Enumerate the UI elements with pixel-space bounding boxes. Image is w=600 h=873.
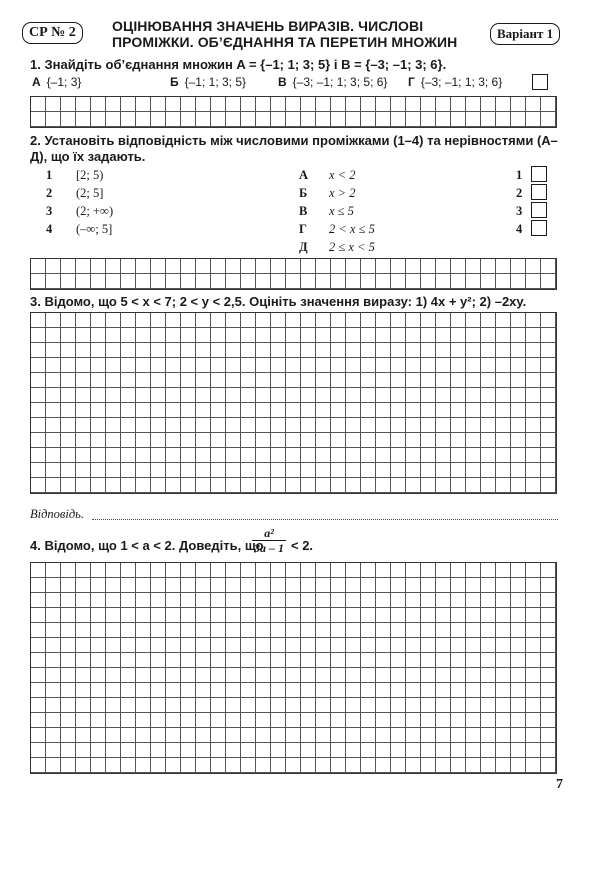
- q1-option-d-value: {–3; –1; 1; 3; 6}: [420, 75, 503, 89]
- q2-interval-4: [46, 222, 113, 237]
- q2-ineq-d: [299, 222, 375, 237]
- q2-answer-label-1: 1: [516, 168, 523, 182]
- q4-work-grid[interactable]: [30, 562, 557, 774]
- page-number: 7: [556, 777, 563, 792]
- q1-option-a-value: {–1; 3}: [46, 75, 82, 89]
- q2-ineq-d-letter: Г: [299, 222, 307, 236]
- q2-ineq-b-letter: Б: [299, 186, 308, 200]
- q1-option-b: [170, 75, 246, 89]
- q2-answer-box-4[interactable]: [531, 220, 547, 236]
- q2-ineq-a-letter: А: [299, 168, 309, 182]
- question-2-text: Установіть відповідність між числовими проміжками (1–4) та нерівностями (А–Д), що їх задають.: [30, 133, 558, 164]
- q2-ineq-c-value: x ≤ 5: [329, 204, 354, 218]
- q2-interval-1: [46, 168, 104, 183]
- q2-ineq-e: [299, 240, 375, 255]
- question-4-text: Відомо, що 1 < a < 2. Доведіть, що: [44, 538, 264, 553]
- q1-option-c-letter: В: [278, 75, 287, 89]
- q3-answer-line[interactable]: [92, 519, 558, 520]
- question-2-number: 2.: [30, 133, 41, 148]
- q2-interval-2-value: (2; 5]: [76, 186, 104, 200]
- q1-option-c-value: {–3; –1; 1; 3; 5; 6}: [292, 75, 388, 89]
- q1-option-d-letter: Г: [408, 75, 415, 89]
- work-badge: СР № 2: [22, 22, 83, 44]
- question-3-number: 3.: [30, 294, 41, 309]
- q2-ineq-b-value: x > 2: [329, 186, 356, 200]
- q2-interval-3-num: 3: [46, 204, 53, 218]
- question-3: [30, 294, 570, 309]
- question-1-text: Знайдіть об’єднання множин A = {–1; 1; 3; 5} і B = {–3; –1; 3; 6}.: [44, 57, 447, 72]
- q2-ineq-e-value: 2 ≤ x < 5: [329, 240, 375, 254]
- q2-interval-1-num: 1: [46, 168, 53, 182]
- q2-answer-label-4: 4: [516, 222, 523, 236]
- q2-answer-box-2[interactable]: [531, 184, 547, 200]
- q1-option-a: [32, 75, 81, 89]
- question-1: [30, 57, 570, 72]
- q3-answer-label: Відповідь.: [30, 507, 84, 521]
- q2-ineq-d-value: 2 < x ≤ 5: [329, 222, 375, 236]
- q1-option-b-value: {–1; 1; 3; 5}: [184, 75, 247, 89]
- q2-ineq-a: [299, 168, 356, 183]
- q2-answer-label-3: 3: [516, 204, 523, 218]
- q2-answer-box-3[interactable]: [531, 202, 547, 218]
- q1-answer-grid[interactable]: [30, 96, 557, 128]
- q2-interval-4-num: 4: [46, 222, 53, 236]
- question-3-text: Відомо, що 5 < x < 7; 2 < y < 2,5. Оцініть значення виразу: 1) 4x + y²; 2) –2xy.: [44, 294, 527, 309]
- q2-ineq-c-letter: В: [299, 204, 308, 218]
- q2-interval-2: [46, 186, 104, 201]
- q1-option-a-letter: А: [32, 75, 41, 89]
- q2-ineq-e-letter: Д: [299, 240, 308, 254]
- question-2: [30, 133, 565, 165]
- q4-text-after: < 2.: [291, 538, 314, 553]
- page-title: ОЦІНЮВАННЯ ЗНАЧЕНЬ ВИРАЗІВ. ЧИСЛОВІ ПРОМІЖКИ. ОБ’ЄДНАННЯ ТА ПЕРЕТИН МНОЖИН: [112, 18, 458, 50]
- q2-interval-4-value: (–∞; 5]: [76, 222, 113, 236]
- q2-interval-3: [46, 204, 114, 219]
- q2-interval-2-num: 2: [46, 186, 53, 200]
- q1-option-b-letter: Б: [170, 75, 179, 89]
- question-4-number: 4.: [30, 538, 41, 553]
- q2-answer-box-1[interactable]: [531, 166, 547, 182]
- q2-interval-3-value: (2; +∞): [76, 204, 114, 218]
- variant-badge: Варіант 1: [490, 23, 560, 45]
- q2-ineq-c: [299, 204, 354, 219]
- q2-ineq-a-value: x < 2: [329, 168, 356, 182]
- q4-fraction-numerator: a²: [252, 526, 286, 541]
- q2-ineq-b: [299, 186, 356, 201]
- q2-answer-label-2: 2: [516, 186, 523, 200]
- q1-option-d: [408, 75, 502, 89]
- question-1-number: 1.: [30, 57, 41, 72]
- q4-fraction-denominator: 3a – 1: [254, 541, 284, 555]
- q1-option-c: [278, 75, 387, 89]
- q2-answer-grid[interactable]: [30, 258, 557, 290]
- q2-interval-1-value: [2; 5): [76, 168, 104, 182]
- q1-answer-box[interactable]: [532, 74, 548, 90]
- q4-fraction: [252, 526, 286, 556]
- q3-work-grid[interactable]: [30, 312, 557, 494]
